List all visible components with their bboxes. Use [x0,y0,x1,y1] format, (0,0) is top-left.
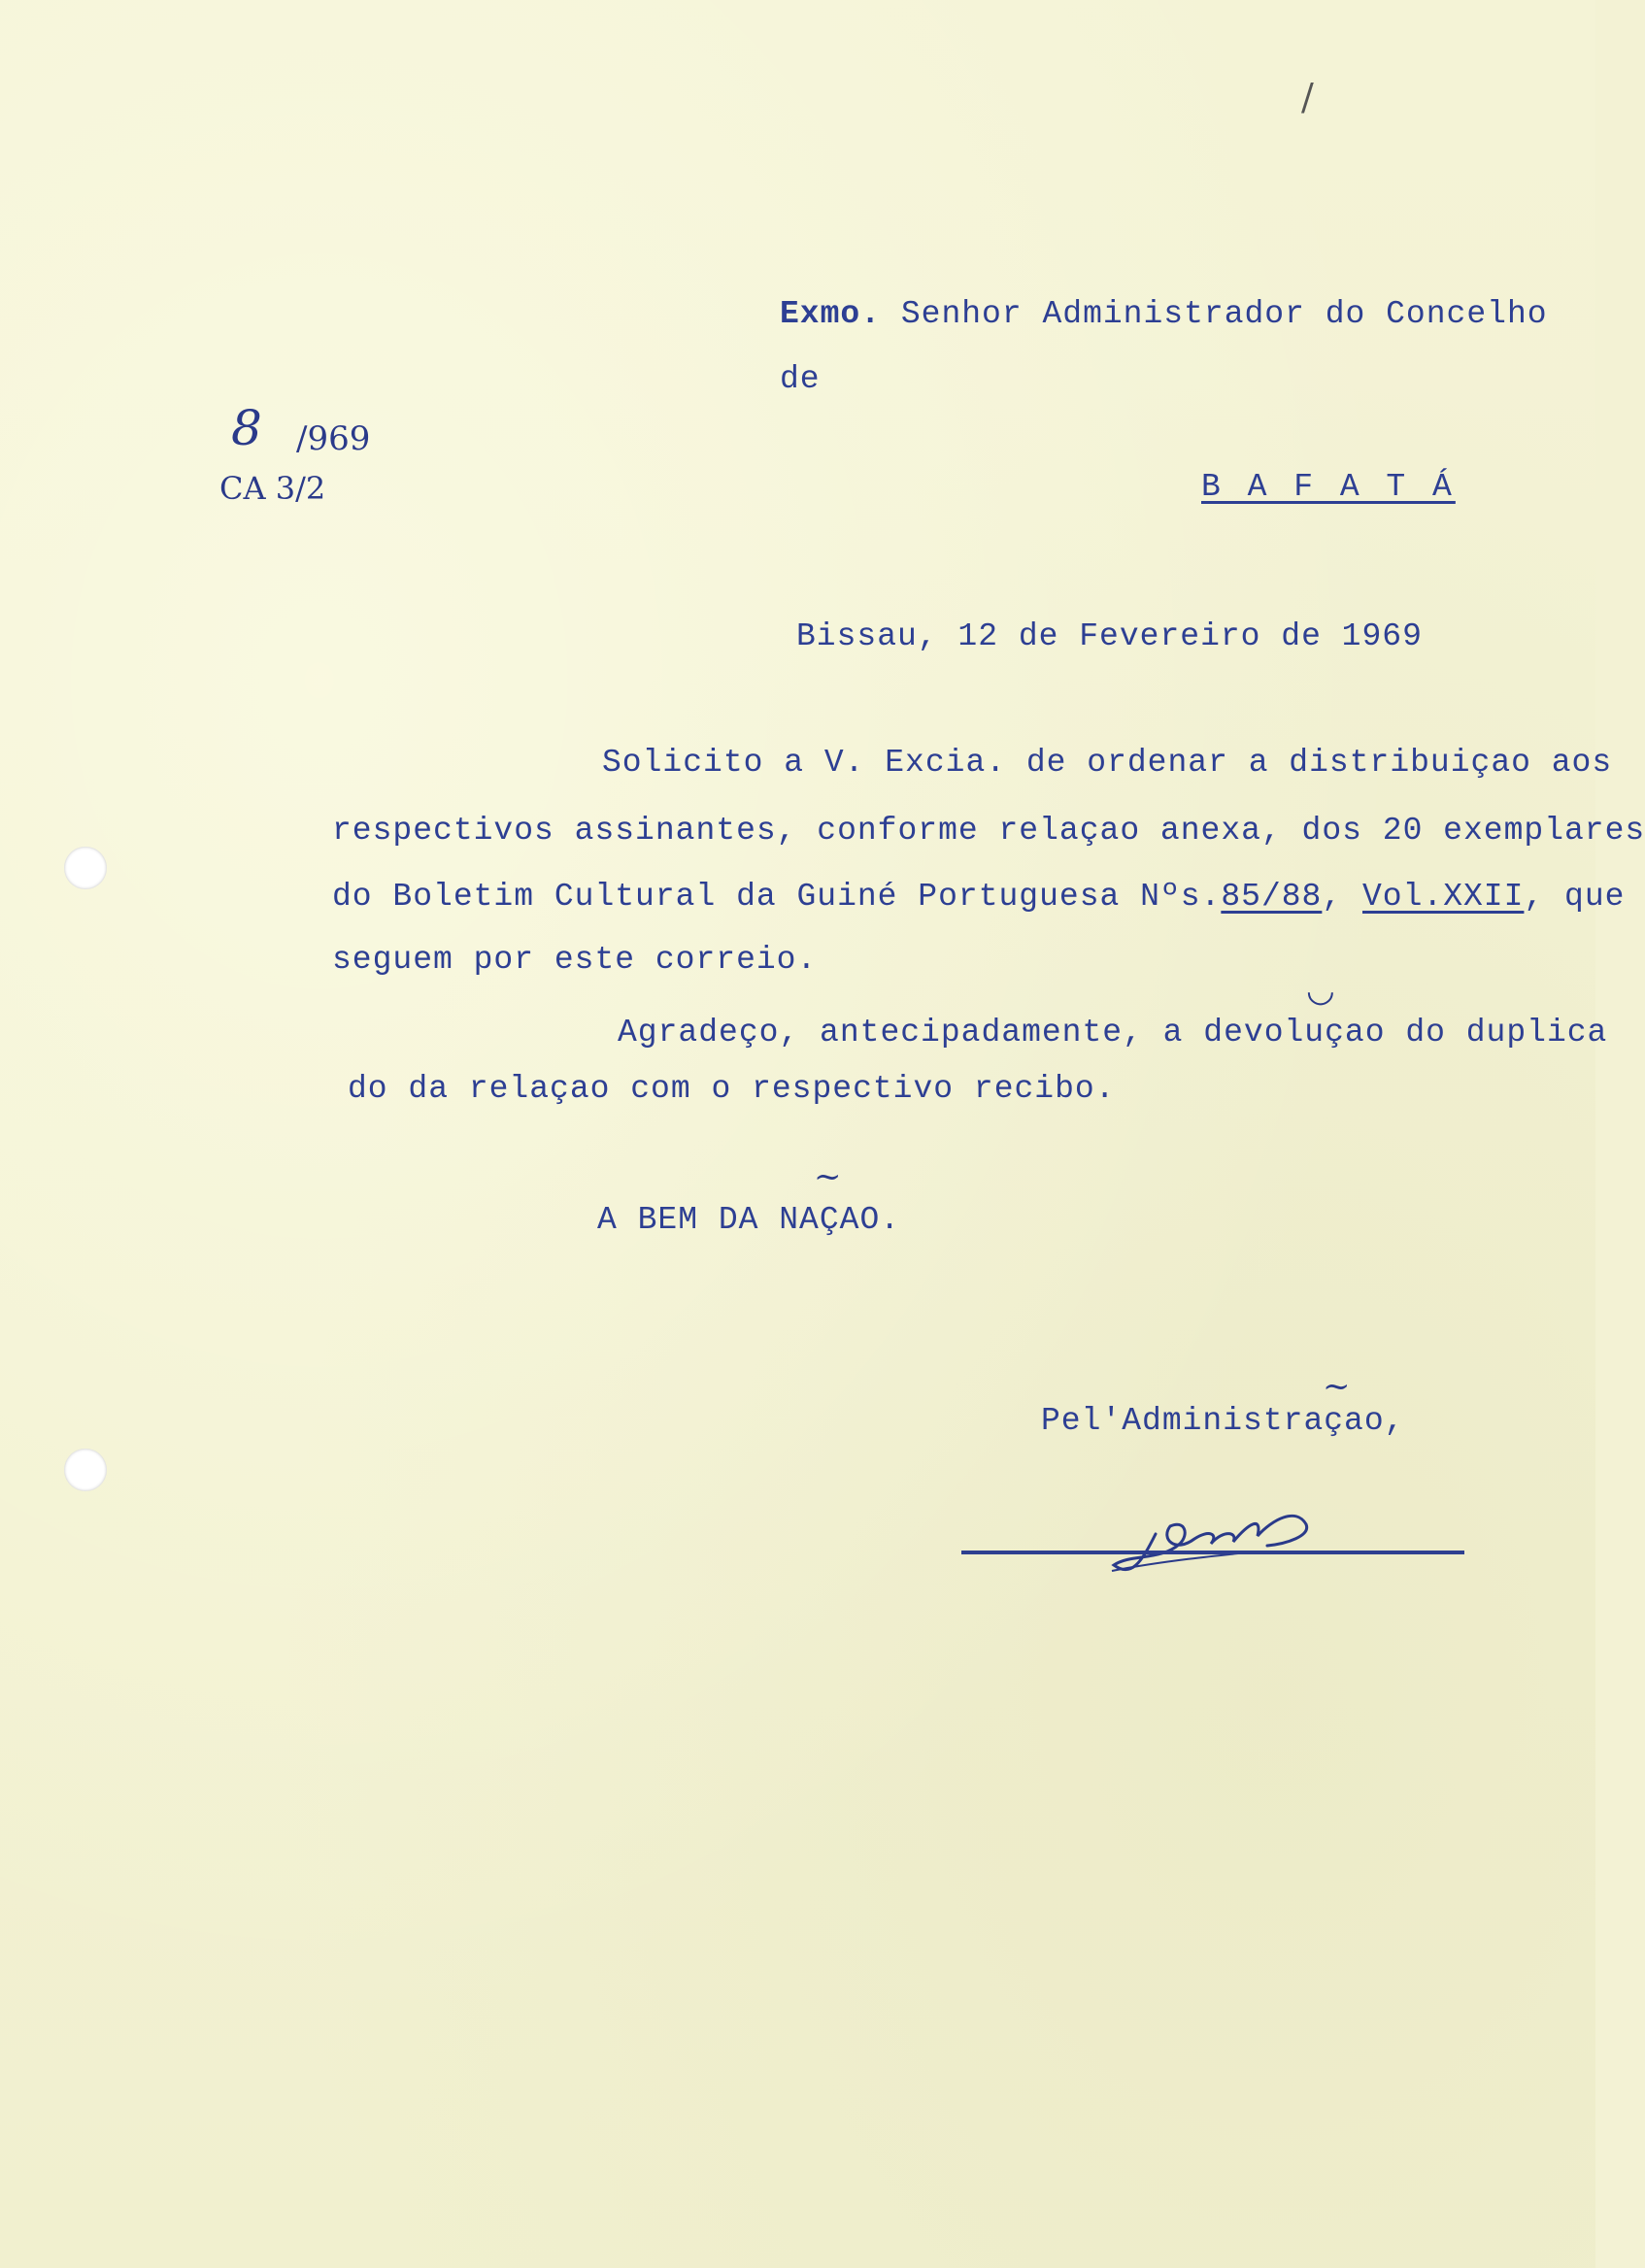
signature [1102,1485,1355,1583]
closing-formula: A BEM DA NAÇAO. [597,1202,901,1238]
addressee-line [780,296,1548,332]
pencil-mark: / [1301,76,1314,118]
salutation-text: Senhor Administrador do Concelho [900,296,1548,332]
handwritten-tilde-1: ◡ [1306,971,1335,1010]
body-line-3-end: , que [1524,879,1626,915]
reference-code: CA 3/2 [219,470,326,507]
reference-year: /969 [296,419,371,458]
issue-numbers: 85/88 [1221,879,1323,915]
body-line-6: do da relaçao com o respectivo recibo. [348,1071,1116,1107]
body-line-2: respectivos assinantes, conforme relaçao anexa, dos 20 exemplares [332,813,1645,849]
body-line-5: Agradeço, antecipadamente, a devoluçao do duplica [618,1015,1608,1051]
body-line-3-separator: , [1322,879,1362,915]
punch-hole-top [64,847,107,889]
punch-hole-bottom [64,1449,107,1491]
signature-line [961,1551,1464,1554]
handwritten-tilde-3: ~ [1323,1367,1351,1406]
body-line-3-start: do Boletim Cultural da Guiné Portuguesa Nºs. [332,879,1222,915]
body-line-4: seguem por este correio. [332,942,818,978]
handwritten-tilde-2: ~ [814,1157,842,1196]
volume-number: Vol.XXII [1361,879,1525,915]
body-line-1: Solicito a V. Excia. de ordenar a distribuiçao aos [602,745,1613,781]
date-line: Bissau, 12 de Fevereiro de 1969 [796,618,1423,654]
reference-number: 8 [231,400,262,456]
salutation-abbrev: Exmo. [780,296,882,332]
addressee-de: de [780,361,821,397]
body-line-3 [332,879,1625,915]
addressee-place: B A F A T Á [1201,469,1456,505]
signoff-line: Pel'Administraçao, [1041,1403,1405,1439]
